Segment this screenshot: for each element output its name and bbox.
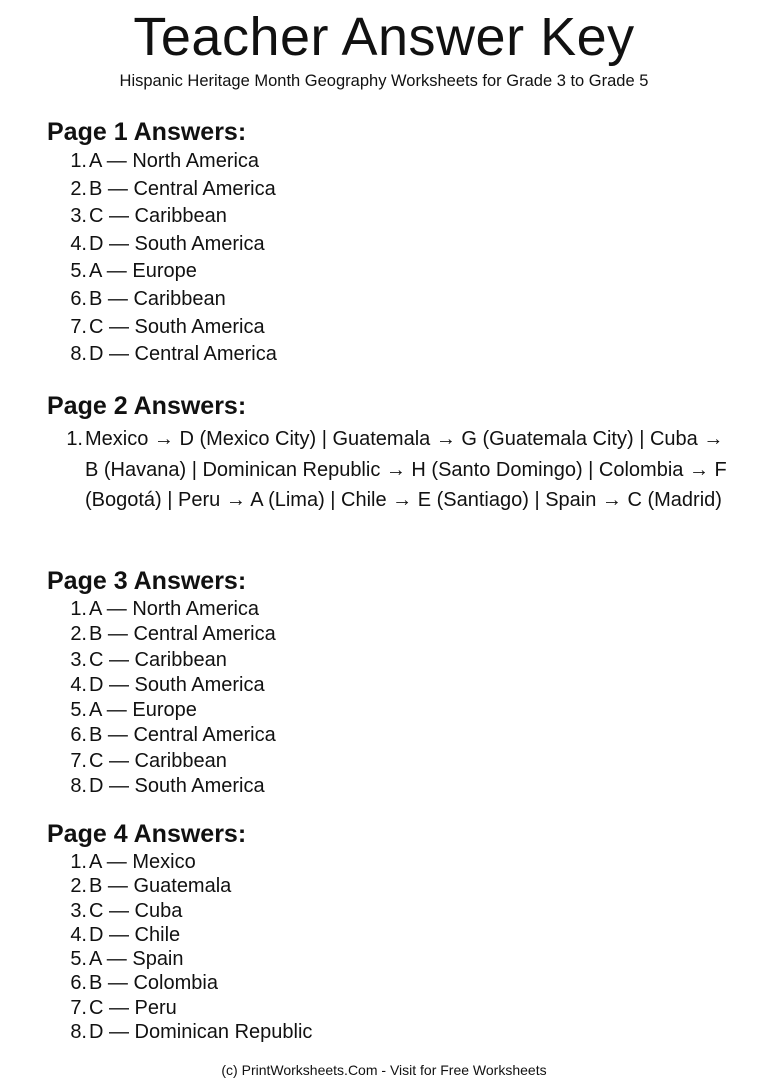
answer-text: A — Europe (89, 260, 197, 283)
answer-text: A — Spain (89, 948, 184, 971)
answer-item (47, 947, 738, 971)
answer-item (47, 698, 738, 723)
page-title: Teacher Answer Key (133, 7, 635, 67)
answer-text: C — Caribbean (89, 205, 227, 228)
answer-number: 5. (70, 699, 87, 722)
answer-text: D — South America (89, 232, 265, 255)
answer-text: D — Central America (89, 343, 277, 366)
answer-item (47, 1020, 738, 1044)
answer-item (47, 148, 738, 176)
page-1-answers-section (47, 116, 738, 369)
answer-text: B — Colombia (89, 972, 218, 995)
answer-item (47, 874, 738, 898)
section-heading: Page 4 Answers: (47, 820, 247, 848)
answer-item (47, 286, 738, 314)
answer-item (47, 622, 738, 647)
answer-number: 6. (70, 287, 87, 310)
answer-text: D — South America (89, 775, 265, 798)
answer-text: D — Chile (89, 923, 181, 946)
answer-number: 2. (70, 875, 87, 898)
answer-number: 7. (70, 315, 87, 338)
answer-number: 2. (70, 177, 87, 200)
page-3-answers-section (47, 565, 738, 799)
answer-list (47, 148, 738, 369)
answer-text: C — Caribbean (89, 749, 227, 772)
answer-list (47, 597, 738, 799)
answer-item (47, 258, 738, 286)
page-4-answers-section (47, 818, 738, 1044)
answer-number: 7. (70, 749, 87, 772)
answer-number: 4. (70, 232, 87, 255)
answer-text: A — North America (89, 150, 260, 172)
answer-number: 1. (70, 598, 87, 620)
answer-text: B — Guatemala (89, 875, 232, 898)
answer-item (47, 424, 738, 516)
answer-number: 1. (70, 851, 87, 873)
answer-text: A — Mexico (89, 851, 196, 873)
answer-text: B — Central America (89, 724, 276, 747)
answer-item (47, 231, 738, 259)
page-2-answers-section (47, 390, 738, 516)
answer-number: 8. (70, 775, 87, 798)
answer-item (47, 774, 738, 799)
answer-text: A — North America (89, 598, 260, 620)
answer-text: D — South America (89, 673, 265, 696)
answer-number: 1. (66, 428, 83, 450)
answer-number: 3. (70, 899, 87, 922)
answer-text: Mexico → D (Mexico City) | Guatemala → G (Guatemala City) | Cuba → B (Havana) | Dominican Republic → H (Santo Domingo) | Colombia → F (Bogotá) | Peru → A (Lima) | Chile → E (Santiago) | Spain → C (Madrid) (85, 428, 727, 511)
answer-number: 6. (70, 972, 87, 995)
answer-number: 3. (70, 205, 87, 228)
answer-number: 4. (70, 923, 87, 946)
answer-item (47, 971, 738, 995)
answer-text: C — Peru (89, 996, 177, 1019)
answer-text: B — Central America (89, 623, 276, 646)
answer-text: C — South America (89, 315, 265, 338)
footer-credit: (c) PrintWorksheets.Com - Visit for Free Worksheets (221, 1062, 547, 1078)
answer-number: 8. (70, 1021, 87, 1044)
answer-item (47, 176, 738, 204)
answer-text: D — Dominican Republic (89, 1021, 313, 1044)
answer-number: 8. (70, 343, 87, 366)
answer-number: 7. (70, 996, 87, 1019)
answer-text: B — Caribbean (89, 287, 226, 310)
answer-item (47, 597, 738, 622)
answer-text: C — Cuba (89, 899, 183, 922)
answer-item (47, 996, 738, 1020)
answer-number: 5. (70, 260, 87, 283)
answer-item (47, 673, 738, 698)
answer-item (47, 203, 738, 231)
answer-item (47, 314, 738, 342)
answer-number: 2. (70, 623, 87, 646)
answer-item (47, 923, 738, 947)
answer-text: C — Caribbean (89, 648, 227, 671)
answer-item (47, 749, 738, 774)
section-heading: Page 3 Answers: (47, 567, 247, 595)
answer-number: 5. (70, 948, 87, 971)
answer-item (47, 899, 738, 923)
answer-number: 4. (70, 673, 87, 696)
answer-item (47, 648, 738, 673)
answer-number: 1. (70, 150, 87, 172)
answer-number: 3. (70, 648, 87, 671)
answer-text: A — Europe (89, 699, 197, 722)
section-heading: Page 2 Answers: (47, 392, 247, 420)
answer-list (47, 850, 738, 1044)
page-subtitle: Hispanic Heritage Month Geography Worksheets for Grade 3 to Grade 5 (119, 72, 649, 90)
answer-text: B — Central America (89, 177, 276, 200)
answer-item (47, 723, 738, 748)
answer-item (47, 850, 738, 874)
answer-item (47, 341, 738, 369)
section-heading: Page 1 Answers: (47, 118, 247, 146)
answer-number: 6. (70, 724, 87, 747)
